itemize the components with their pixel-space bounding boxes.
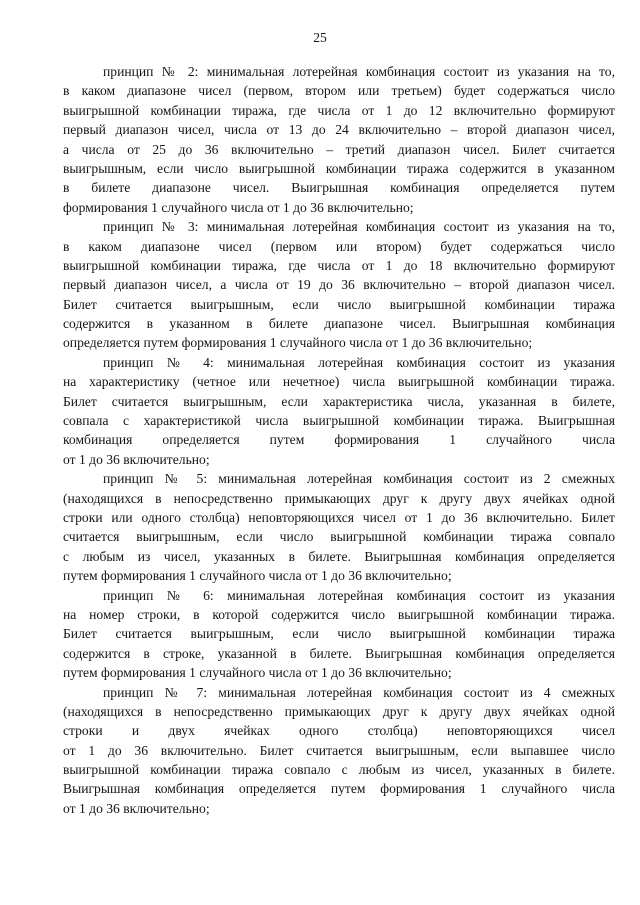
text-line: формирования 1 случайного числа от 1 до 36 включительно; [63,199,414,215]
text-line: от 1 до 36 включительно; [63,800,210,816]
text-line: с любым из чисел, указанных в билете. Выигрышная комбинация определяется [63,548,615,564]
text-line: принцип № 7: минимальная лотерейная комбинация состоит из 4 смежных [103,684,615,700]
text-line: от 1 до 36 включительно. Билет считается выигрышным, если выпавшее число [63,742,615,758]
text-line: Билет считается выигрышным, если число выигрышной комбинации тиража [63,626,615,642]
text-line: содержится в строке, указанной в билете. Выигрышная комбинация определяется [63,645,615,661]
paragraph-principle-7 [63,683,615,819]
text-line: в билете диапазоне чисел. Выигрышная комбинация определяется путем [63,180,615,196]
text-line: Билет считается выигрышным, если характеристика числа, указанная в билете, [63,393,615,409]
text-line: путем формирования 1 случайного числа от 1 до 36 включительно; [63,665,452,681]
text-line: выигрышным, если число выигрышной комбинации тиража содержится в указанном [63,160,615,176]
text-line: путем формирования 1 случайного числа от 1 до 36 включительно; [63,568,452,584]
text-line: считается выигрышным, если число выигрышной комбинации тиража совпало [63,529,615,545]
document-body [63,62,615,818]
text-line: принцип № 2: минимальная лотерейная комбинация состоит из указания на то, [103,64,615,79]
text-line: в каком диапазоне чисел (первом, втором или третьем) будет содержаться число [63,83,615,99]
text-line: комбинация определяется путем формирования 1 случайного числа [63,432,615,448]
text-line: Билет считается выигрышным, если число выигрышной комбинации тиража [63,296,615,312]
page-number: 25 [313,30,327,45]
text-line: совпала с характеристикой числа выигрышной комбинации тиража. Выигрышная [63,413,615,429]
paragraph-principle-3 [63,217,615,353]
text-line: (находящихся в непосредственно примыкающих друг к другу двух ячейках одной [63,490,615,506]
text-line: принцип № 5: минимальная лотерейная комбинация состоит из 2 смежных [103,471,615,487]
text-line: содержится в указанном в билете диапазоне чисел. Выигрышная комбинация [63,316,615,332]
paragraph-principle-5 [63,469,615,585]
text-line: выигрышной комбинации тиража, где числа от 1 до 18 включительно формируют [63,257,615,273]
text-line: принцип № 3: минимальная лотерейная комбинация состоит из указания на то, [103,219,615,235]
text-line: первый диапазон чисел, числа от 13 до 24 включительно – второй диапазон чисел, [63,122,615,138]
text-line: выигрышной комбинации тиража совпало с любым из чисел, указанных в билете. [63,762,615,778]
text-line: принцип № 4: минимальная лотерейная комбинация состоит из указания [103,354,615,370]
text-line: строки или одного столбца) неповторяющихся чисел от 1 до 36 включительно. Билет [63,509,615,525]
text-line: от 1 до 36 включительно; [63,451,210,467]
text-line: Выигрышная комбинация определяется путем формирования 1 случайного числа [63,781,615,797]
text-line: строки и двух ячейках одного столбца) неповторяющихся чисел [63,723,615,739]
text-line: (находящихся в непосредственно примыкающих друг к другу двух ячейках одной [63,703,615,719]
text-line: выигрышной комбинации тиража, где числа от 1 до 12 включительно формируют [63,102,615,118]
text-line: в каком диапазоне чисел (первом или втором) будет содержаться число [63,238,615,254]
paragraph-principle-4 [63,353,615,469]
text-line: на номер строки, в которой содержится число выигрышной комбинации тиража. [63,606,615,622]
text-line: а числа от 25 до 36 включительно – третий диапазон чисел. Билет считается [63,141,615,157]
text-line: на характеристику (четное или нечетное) числа выигрышной комбинации тиража. [63,374,615,390]
paragraph-principle-2 [63,62,615,217]
text-line: определяется путем формирования 1 случайного числа от 1 до 36 включительно; [63,335,533,351]
paragraph-principle-6 [63,586,615,683]
text-line: первый диапазон чисел, а числа от 19 до 36 включительно – второй диапазон чисел. [63,277,615,293]
text-line: принцип № 6: минимальная лотерейная комбинация состоит из указания [103,587,615,603]
